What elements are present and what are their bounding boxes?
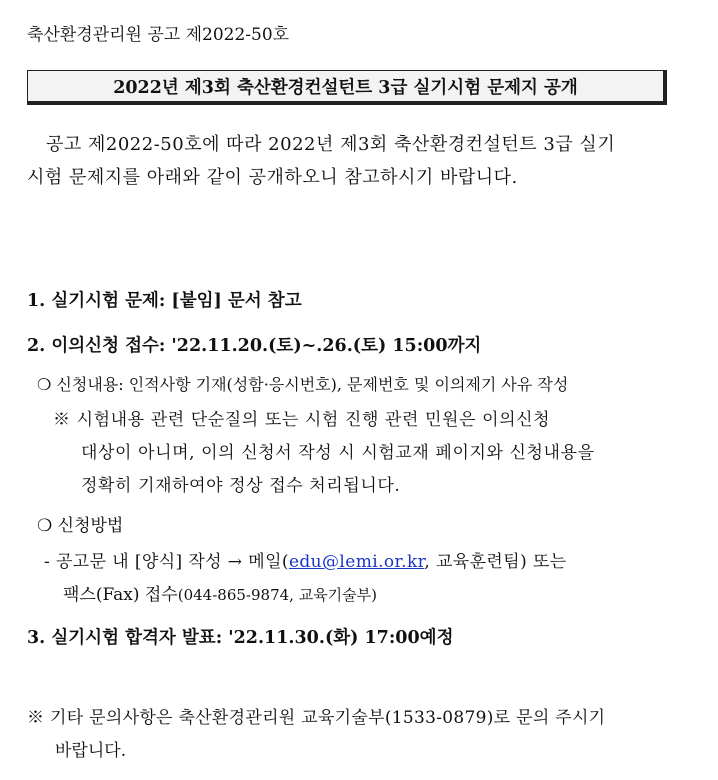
section-3-heading: 3. 실기시험 합격자 발표: '22.11.30.(화) 17:00예정	[27, 628, 454, 648]
notice-title-box	[27, 70, 667, 105]
intro-line-2: 시험 문제지를 아래와 같이 공개하오니 참고하시기 바랍니다.	[27, 167, 518, 188]
fax-label: 팩스(Fax) 접수	[63, 585, 178, 605]
section-2-heading: 2. 이의신청 접수: '22.11.20.(토)~.26.(토) 15:00까지	[27, 336, 482, 356]
fax-detail: (044-865-9874, 교육기술부)	[177, 586, 377, 604]
note-line-1: ※ 시험내용 관련 단순질의 또는 시험 진행 관련 민원은 이의신청	[53, 410, 551, 430]
method-line-1-start: - 공고문 내 [양식] 작성 → 메일(	[44, 552, 289, 572]
email-link[interactable]: edu@lemi.or.kr	[288, 552, 425, 572]
footer-line-1: ※ 기타 문의사항은 축산환경관리원 교육기술부(1533-0879)로 문의 주시기	[27, 708, 606, 728]
method-line-1	[44, 547, 567, 572]
application-method-label: ❍ 신청방법	[37, 516, 124, 536]
method-line-2	[63, 580, 377, 605]
method-line-1-end: , 교육훈련팀) 또는	[424, 552, 567, 572]
intro-line-1: 공고 제2022-50호에 따라 2022년 제3회 축산환경컨설턴트 3급 실기	[46, 134, 616, 155]
footer-line-2: 바랍니다.	[55, 741, 127, 761]
application-content: ❍ 신청내용: 인적사항 기재(성함·응시번호), 문제번호 및 이의제기 사유 작성	[37, 375, 569, 394]
note-line-2: 대상이 아니며, 이의 신청서 작성 시 시험교재 페이지와 신청내용을	[81, 443, 595, 463]
note-line-3: 정확히 기재하여야 정상 접수 처리됩니다.	[81, 476, 401, 496]
notice-title: 2022년 제3회 축산환경컨설턴트 3급 실기시험 문제지 공개	[113, 77, 578, 98]
notice-number: 축산환경관리원 공고 제2022-50호	[27, 25, 290, 45]
section-1-heading: 1. 실기시험 문제: [붙임] 문서 참고	[27, 291, 302, 311]
